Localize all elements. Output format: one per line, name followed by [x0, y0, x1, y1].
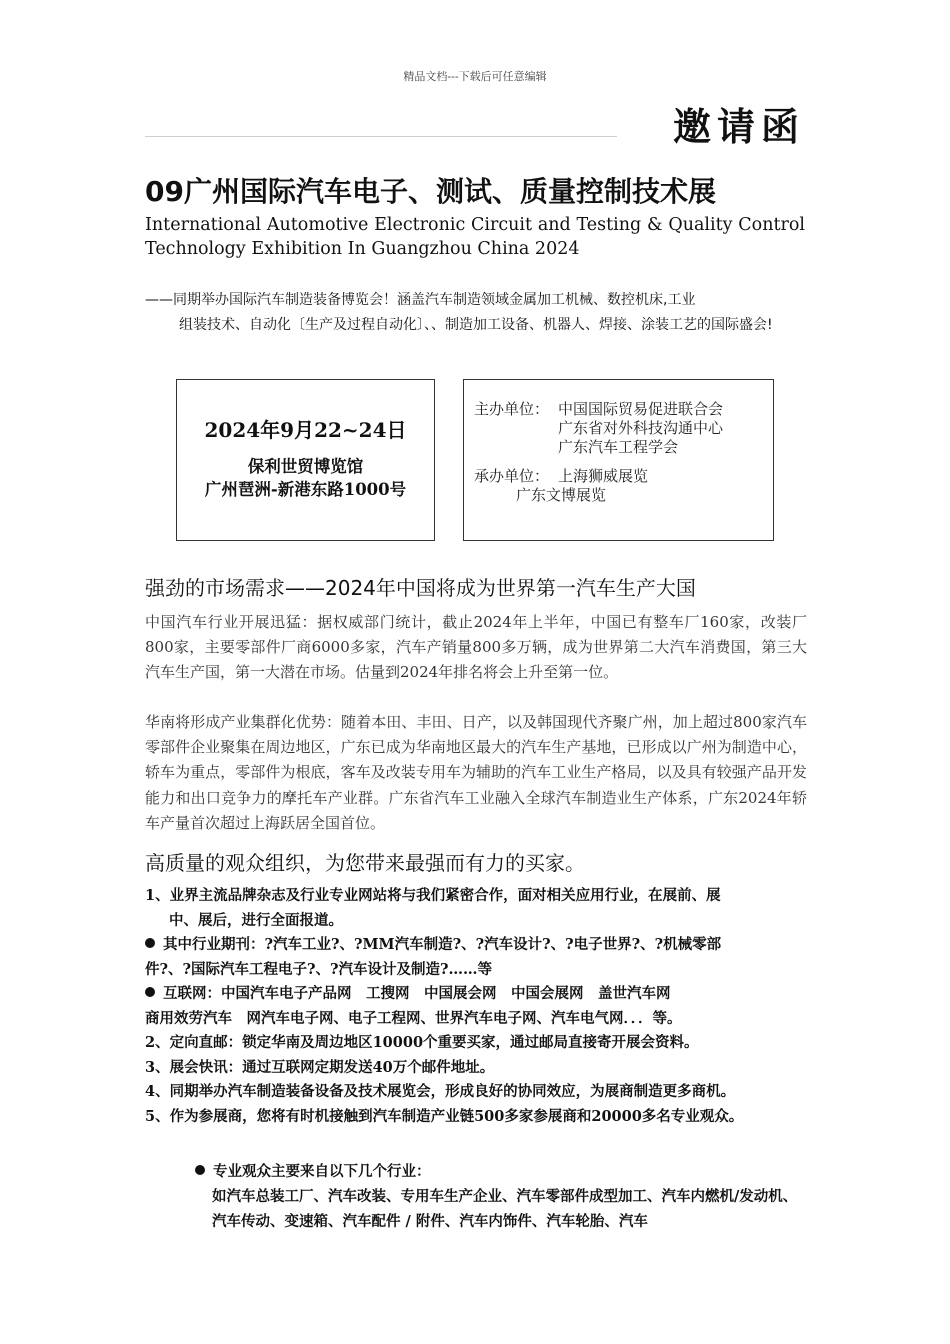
list-item: 3、展会快讯：通过互联网定期发送40万个邮件地址。 — [145, 1058, 495, 1076]
organizer-label: 承办单位： — [474, 467, 550, 485]
list-item: 2、定向直邮：锁定华南及周边地区10000个重要买家，通过邮局直接寄开展会资料。 — [145, 1034, 699, 1051]
media-list-line: 其中行业期刊：?汽车工业?、?MM汽车制造?、?汽车设计?、?电子世界?、?机械零部 — [163, 936, 722, 953]
industries-body: 如汽车总装工厂、汽车改装、专用车生产企业、汽车零部件成型加工、汽车内燃机/发动机、汽车传动、变速箱、汽车配件 / 附件、汽车内饰件、汽车轮胎、汽车 — [212, 1188, 798, 1230]
host-units — [474, 400, 723, 457]
industries-section — [195, 1159, 807, 1234]
organizer-unit: 上海狮威展览 — [558, 467, 649, 485]
concurrent-event-note — [145, 288, 807, 338]
venue — [177, 455, 434, 501]
venue-address: 广州琶洲-新港东路1000号 — [204, 480, 407, 499]
list-item: 4、同期举办汽车制造装备设备及技术展览会，形成良好的协同效应，为展商制造更多商机。 — [145, 1083, 736, 1100]
note-line-first: ——同期举办国际汽车制造装备博览会！涵盖汽车制造领域金属加工机械、数控机床,工业 — [145, 292, 696, 308]
web-list-line: 互联网：中国汽车电子产品网 工搜网 中国展会网 中国会展网 盖世汽车网 — [163, 985, 671, 1002]
doc-title: 邀请函 — [672, 104, 805, 149]
industries-title-row — [195, 1163, 431, 1180]
host-unit: 广东汽车工程学会 — [558, 438, 679, 456]
bullet-icon — [145, 938, 155, 948]
audience-heading: 高质量的观众组织，为您带来最强而有力的买家。 — [145, 851, 585, 875]
bullet-icon — [145, 987, 155, 997]
organizer-unit: 广东文博展览 — [516, 486, 607, 504]
host-unit: 中国国际贸易促进联合会 — [558, 400, 724, 418]
exhibition-title-en: International Automotive Electronic Circuit and Testing & Quality Control Technology Exhibition In Guangzhou China 2024 — [145, 215, 805, 259]
media-list-line: 件?、?国际汽车工程电子?、?汽车设计及制造?……等 — [145, 960, 492, 978]
header-note: 精品文档---下载后可任意编辑 — [403, 70, 547, 83]
organizer-units — [474, 467, 648, 505]
organizers-box — [463, 379, 774, 541]
list-item: 1、业界主流品牌杂志及行业专业网站将与我们紧密合作，面对相关应用行业，在展前、展 — [145, 887, 721, 904]
list-item: 5、作为参展商，您将有时机接触到汽车制造产业链500多家参展商和20000多名专业观众。 — [145, 1107, 744, 1125]
industries-title: 专业观众主要来自以下几个行业： — [213, 1163, 431, 1180]
audience-list — [145, 884, 820, 1129]
list-item — [145, 933, 820, 958]
list-item — [145, 982, 820, 1007]
market-heading: 强劲的市场需求——2024年中国将成为世界第一汽车生产大国 — [145, 576, 696, 600]
host-label: 主办单位： — [474, 400, 550, 418]
web-list-line: 商用效劳汽车 网汽车电子网、电子工程网、世界汽车电子网、汽车电气网．．．等。 — [145, 1009, 682, 1027]
header-divider — [145, 136, 617, 137]
market-paragraph-1: 中国汽车行业开展迅猛：据权威部门统计，截止2024年上半年，中国已有整车厂160家，改装厂800家，主要零部件厂商6000多家，汽车产销量800多万辆，成为世界第二大汽车消费国，第三大汽车生产国，第一大潜在市场。估量到2024年排名将会上升至第一位。 — [145, 613, 807, 682]
exhibition-title-cn: 09广州国际汽车电子、测试、质量控制技术展 — [145, 175, 716, 208]
venue-name: 保利世贸博览馆 — [247, 457, 364, 476]
event-date: 2024年9月22~24日 — [204, 418, 407, 442]
list-item-continuation: 中、展后，进行全面报道。 — [169, 911, 343, 929]
note-line-rest: 组装技术、自动化〔生产及过程自动化〕、、制造加工设备、机器人、焊接、涂装工艺的国际盛会! — [179, 317, 773, 333]
date-venue-box — [176, 379, 435, 541]
host-unit: 广东省对外科技沟通中心 — [558, 419, 724, 437]
bullet-icon — [195, 1165, 205, 1175]
market-paragraph-2: 华南将形成产业集群化优势：随着本田、丰田、日产，以及韩国现代齐聚广州，加上超过800家汽车零部件企业聚集在周边地区，广东已成为华南地区最大的汽车生产基地，已形成以广州为制造中心，轿车为重点，零部件为根底，客车及改装专用车为辅助的汽车工业生产格局，以及具有较强产品开发能力和出口竞争力的摩托车产业群。广东省汽车工业融入全球汽车制造业生产体系，广东2024年轿车产量首次超过上海跃居全国首位。 — [145, 713, 807, 832]
